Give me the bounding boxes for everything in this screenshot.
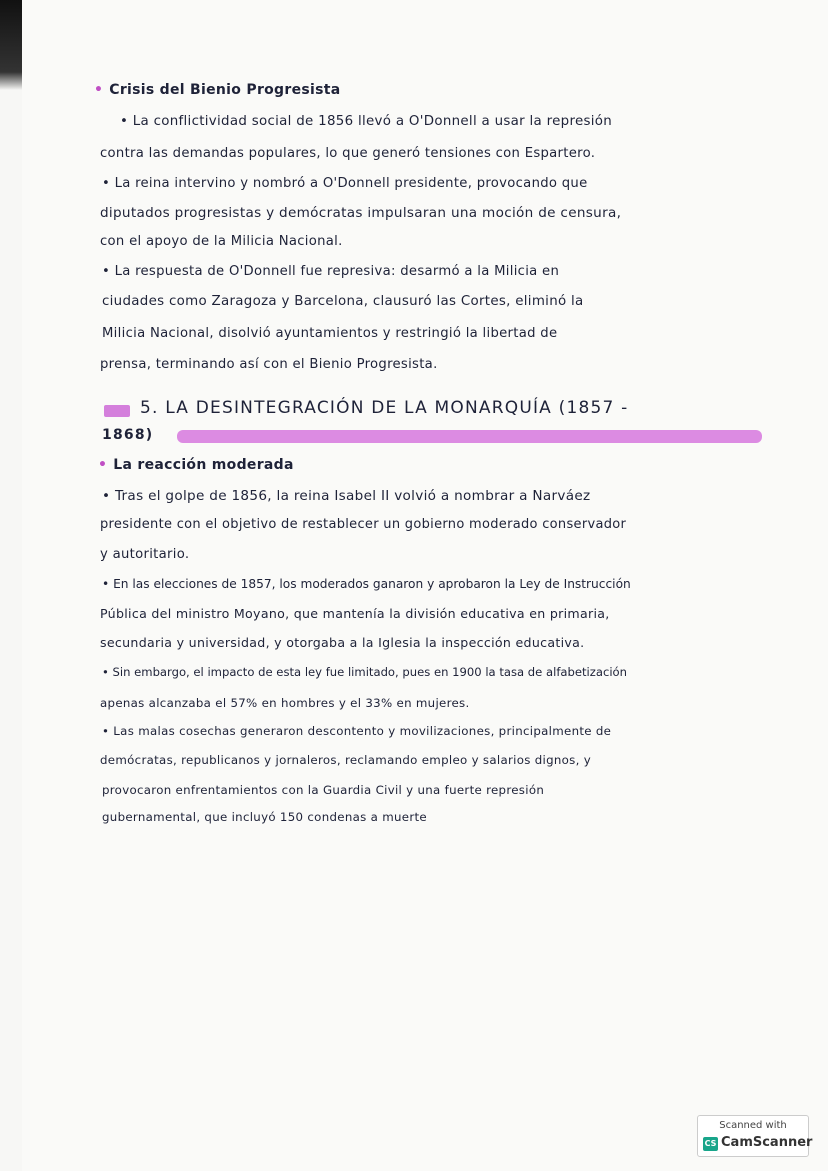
watermark-caption: Scanned with <box>719 1120 787 1131</box>
highlight-mark <box>104 405 130 417</box>
section-heading: 5. LA DESINTEGRACIÓN DE LA MONARQUÍA (1857 - <box>140 398 629 418</box>
text-line: • La respuesta de O'Donnell fue represiva: desarmó a la Milicia en <box>102 264 560 279</box>
text-line: y autoritario. <box>100 547 190 562</box>
text-line: diputados progresistas y demócratas impulsaran una moción de censura, <box>100 205 622 221</box>
text-line: • En las elecciones de 1857, los moderados ganaron y aprobaron la Ley de Instrucción <box>102 577 631 591</box>
text-line: Pública del ministro Moyano, que mantenía la división educativa en primaria, <box>100 606 610 621</box>
text-line: apenas alcanzaba el 57% en hombres y el 33% en mujeres. <box>100 696 470 710</box>
text-line: Milicia Nacional, disolvió ayuntamientos y restringió la libertad de <box>102 326 558 341</box>
bullet-icon: • <box>98 457 108 473</box>
highlight-bar <box>177 430 762 443</box>
text-line: prensa, terminando así con el Bienio Progresista. <box>100 357 438 372</box>
section-title-crisis <box>94 82 341 98</box>
text-line: provocaron enfrentamientos con la Guardia Civil y una fuerte represión <box>102 783 545 797</box>
text-line: • Las malas cosechas generaron descontento y movilizaciones, principalmente de <box>102 724 612 738</box>
bullet-icon: • <box>94 82 104 98</box>
text-line: • Tras el golpe de 1856, la reina Isabel II volvió a nombrar a Narváez <box>102 488 591 504</box>
camscanner-logo-icon: CS <box>703 1137 718 1151</box>
text-line: presidente con el objetivo de restablecer un gobierno moderado conservador <box>100 517 627 532</box>
text-line: • La reina intervino y nombró a O'Donnell presidente, provocando que <box>102 176 588 191</box>
text-line: con el apoyo de la Milicia Nacional. <box>100 234 343 249</box>
section-heading-continued: 1868) <box>102 427 154 443</box>
scan-edge-shadow <box>0 0 22 90</box>
text-line: gubernamental, que incluyó 150 condenas a muerte <box>102 810 427 824</box>
section-title-reaccion <box>98 457 294 473</box>
camscanner-watermark <box>697 1115 813 1157</box>
watermark-brand: CamScanner <box>721 1135 813 1150</box>
text-line: secundaria y universidad, y otorgaba a la Iglesia la inspección educativa. <box>100 635 585 650</box>
text-line: • Sin embargo, el impacto de esta ley fue limitado, pues en 1900 la tasa de alfabetización <box>102 665 627 679</box>
text-line: contra las demandas populares, lo que generó tensiones con Espartero. <box>100 146 596 161</box>
text-line: demócratas, republicanos y jornaleros, reclamando empleo y salarios dignos, y <box>100 753 592 767</box>
title-text: Crisis del Bienio Progresista <box>109 82 341 98</box>
text-line: ciudades como Zaragoza y Barcelona, clausuró las Cortes, eliminó la <box>102 294 584 309</box>
text-line: • La conflictividad social de 1856 llevó a O'Donnell a usar la represión <box>120 114 613 129</box>
title-text: La reacción moderada <box>113 457 294 473</box>
